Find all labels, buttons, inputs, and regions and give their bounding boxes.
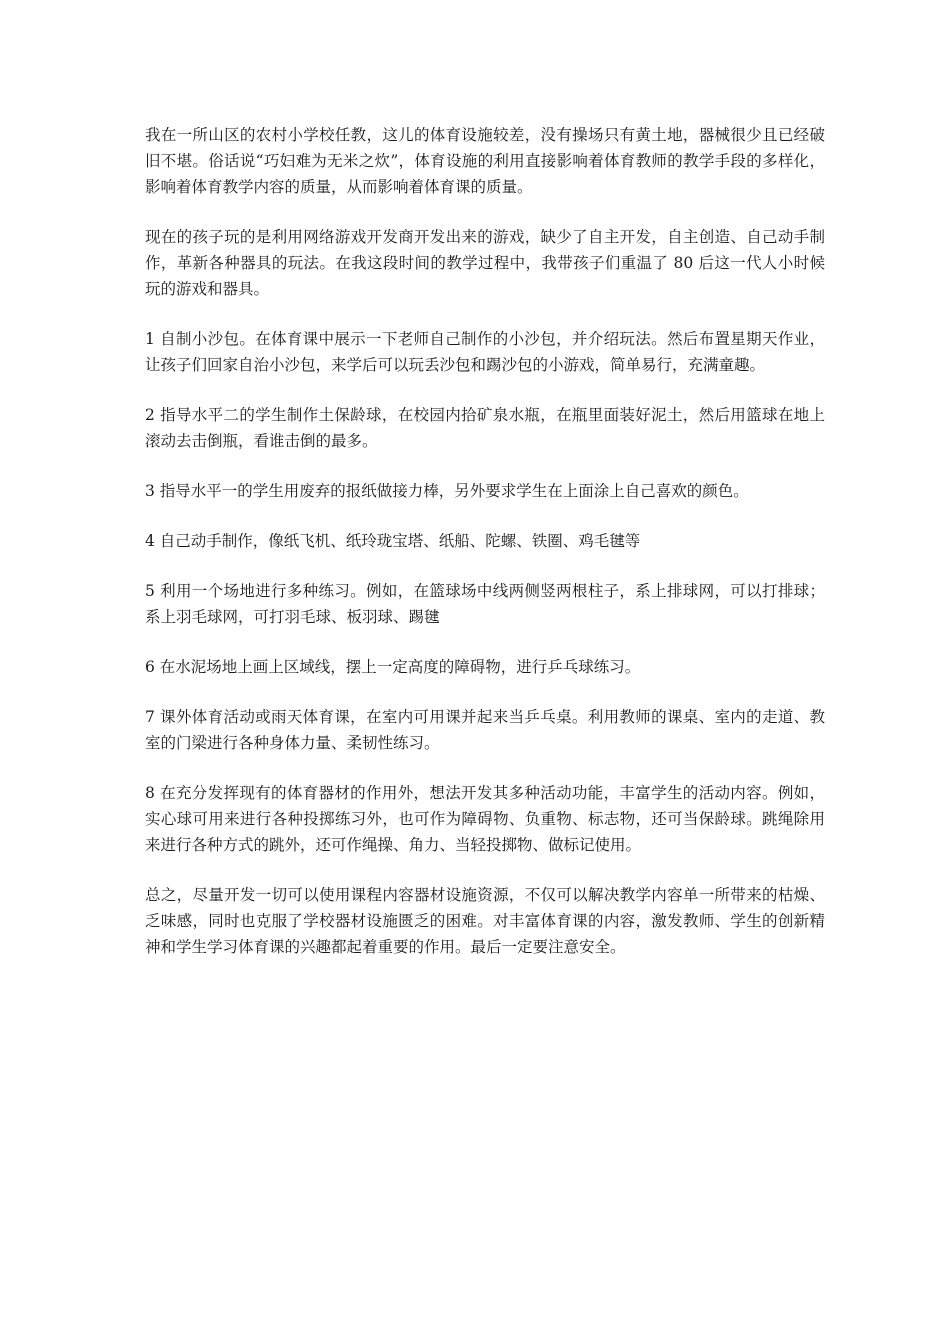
item-3-paragraph: 3 指导水平一的学生用废弃的报纸做接力棒，另外要求学生在上面涂上自己喜欢的颜色。 (145, 482, 749, 500)
context-paragraph: 现在的孩子玩的是利用网络游戏开发商开发出来的游戏，缺少了自主开发，自主创造、自己动手制作，革新各种器具的玩法。在我这段时间的教学过程中，我带孩子们重温了 80 后这一代人小时候玩的游戏和器具。 (145, 228, 825, 298)
item-6-paragraph: 6 在水泥场地上画上区域线，摆上一定高度的障碍物，进行乒乓球练习。 (145, 658, 641, 676)
intro-paragraph: 我在一所山区的农村小学校任教，这儿的体育设施较差，没有操场只有黄土地，器械很少且已经破旧不堪。俗话说“巧妇难为无米之炊”，体育设施的利用直接影响着体育教师的教学手段的多样化，影响着体育教学内容的质量，从而影响着体育课的质量。 (145, 126, 825, 196)
item-1-paragraph: 1 自制小沙包。在体育课中展示一下老师自己制作的小沙包，并介绍玩法。然后布置星期天作业，让孩子们回家自治小沙包，来学后可以玩丢沙包和踢沙包的小游戏，简单易行，充满童趣。 (145, 330, 825, 374)
conclusion-paragraph: 总之，尽量开发一切可以使用课程内容器材设施资源，不仅可以解决教学内容单一所带来的枯燥、乏味感，同时也克服了学校器材设施匮乏的困难。对丰富体育课的内容，激发教师、学生的创新精神和学生学习体育课的兴趣都起着重要的作用。最后一定要注意安全。 (145, 886, 825, 956)
item-7-paragraph: 7 课外体育活动或雨天体育课，在室内可用课并起来当乒乓桌。利用教师的课桌、室内的走道、教室的门梁进行各种身体力量、柔韧性练习。 (145, 708, 825, 752)
item-8-paragraph: 8 在充分发挥现有的体育器材的作用外，想法开发其多种活动功能，丰富学生的活动内容。例如，实心球可用来进行各种投掷练习外，也可作为障碍物、负重物、标志物，还可当保龄球。跳绳除用来进行各种方式的跳外，还可作绳操、角力、当轻投掷物、做标记使用。 (145, 784, 825, 854)
item-4-paragraph: 4 自己动手制作，像纸飞机、纸玲珑宝塔、纸船、陀螺、铁圈、鸡毛毽等 (145, 532, 641, 550)
item-2-paragraph: 2 指导水平二的学生制作土保龄球，在校园内拾矿泉水瓶，在瓶里面装好泥土，然后用篮球在地上滚动去击倒瓶，看谁击倒的最多。 (145, 406, 825, 450)
document-page (145, 122, 825, 984)
item-5-paragraph: 5 利用一个场地进行多种练习。例如，在篮球场中线两侧竖两根柱子，系上排球网，可以打排球；系上羽毛球网，可打羽毛球、板羽球、踢毽 (145, 582, 825, 626)
